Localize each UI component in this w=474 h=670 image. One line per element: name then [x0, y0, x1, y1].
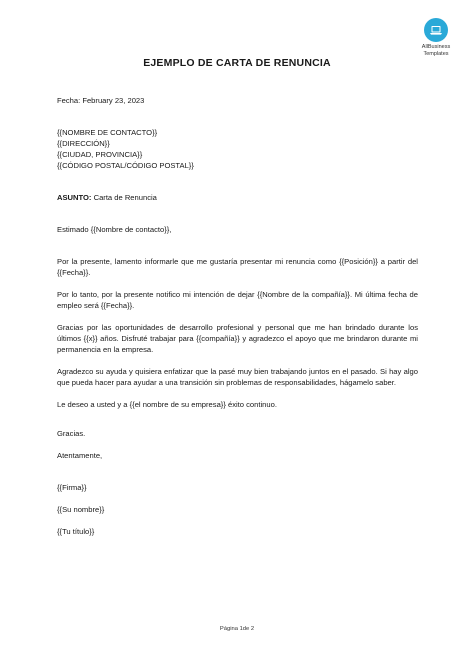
subject-label: ASUNTO:	[57, 193, 92, 202]
paragraph-gratitude: Gracias por las oportunidades de desarrollo profesional y personal que me han brindado durante los últimos {{x}} años. Disfruté trabajar para {{compañía}} y agradezco el apoyo que me brindaron durante mi permanencia en la empresa.	[57, 323, 418, 354]
paragraph-wishes: Le deseo a usted y a {{el nombre de su empresa}} éxito continuo.	[57, 400, 277, 409]
document-title: EJEMPLO DE CARTA DE RENUNCIA	[143, 57, 331, 69]
address-street: {{DIRECCIÓN}}	[57, 139, 110, 148]
name-placeholder: {{Su nombre}}	[57, 505, 105, 514]
greeting: Estimado {{Nombre de contacto}},	[57, 225, 172, 234]
subject-text: Carta de Renuncia	[91, 193, 157, 202]
address-contact-name: {{NOMBRE DE CONTACTO}}	[57, 128, 158, 137]
letter-body	[57, 95, 418, 537]
logo-brand-line2: Templates	[423, 50, 449, 57]
thanks-line: Gracias.	[57, 429, 86, 438]
paragraph-notice: Por lo tanto, por la presente notifico mi intención de dejar {{Nombre de la compañía}}. Mi última fecha de empleo será {{Fecha}}.	[57, 290, 418, 310]
address-city: {{CIUDAD, PROVINCIA}}	[57, 150, 143, 159]
logo-brand-line1: AllBusiness	[421, 44, 451, 50]
page-number-footer: Página 1de 2	[219, 626, 255, 632]
paragraph-transition: Agradezco su ayuda y quisiera enfatizar que la pasé muy bien trabajando juntos en el pasado. Si hay algo que pueda hacer para ayudar a una transición sin problemas de responsabilidades, hágamelo saber.	[57, 367, 418, 387]
title-placeholder: {{Tu título}}	[57, 527, 95, 536]
closing-line: Atentamente,	[57, 451, 103, 460]
subject-line	[57, 192, 418, 203]
laptop-icon	[424, 18, 448, 42]
paragraph-resignation: Por la presente, lamento informarle que me gustaría presentar mi renuncia como {{Posición}} a partir del {{Fecha}}.	[57, 257, 418, 277]
signature-placeholder: {{Firma}}	[57, 483, 87, 492]
address-postal-code: {{CÓDIGO POSTAL/CÓDIGO POSTAL}}	[57, 161, 194, 170]
date-line: Fecha: February 23, 2023	[57, 96, 145, 105]
